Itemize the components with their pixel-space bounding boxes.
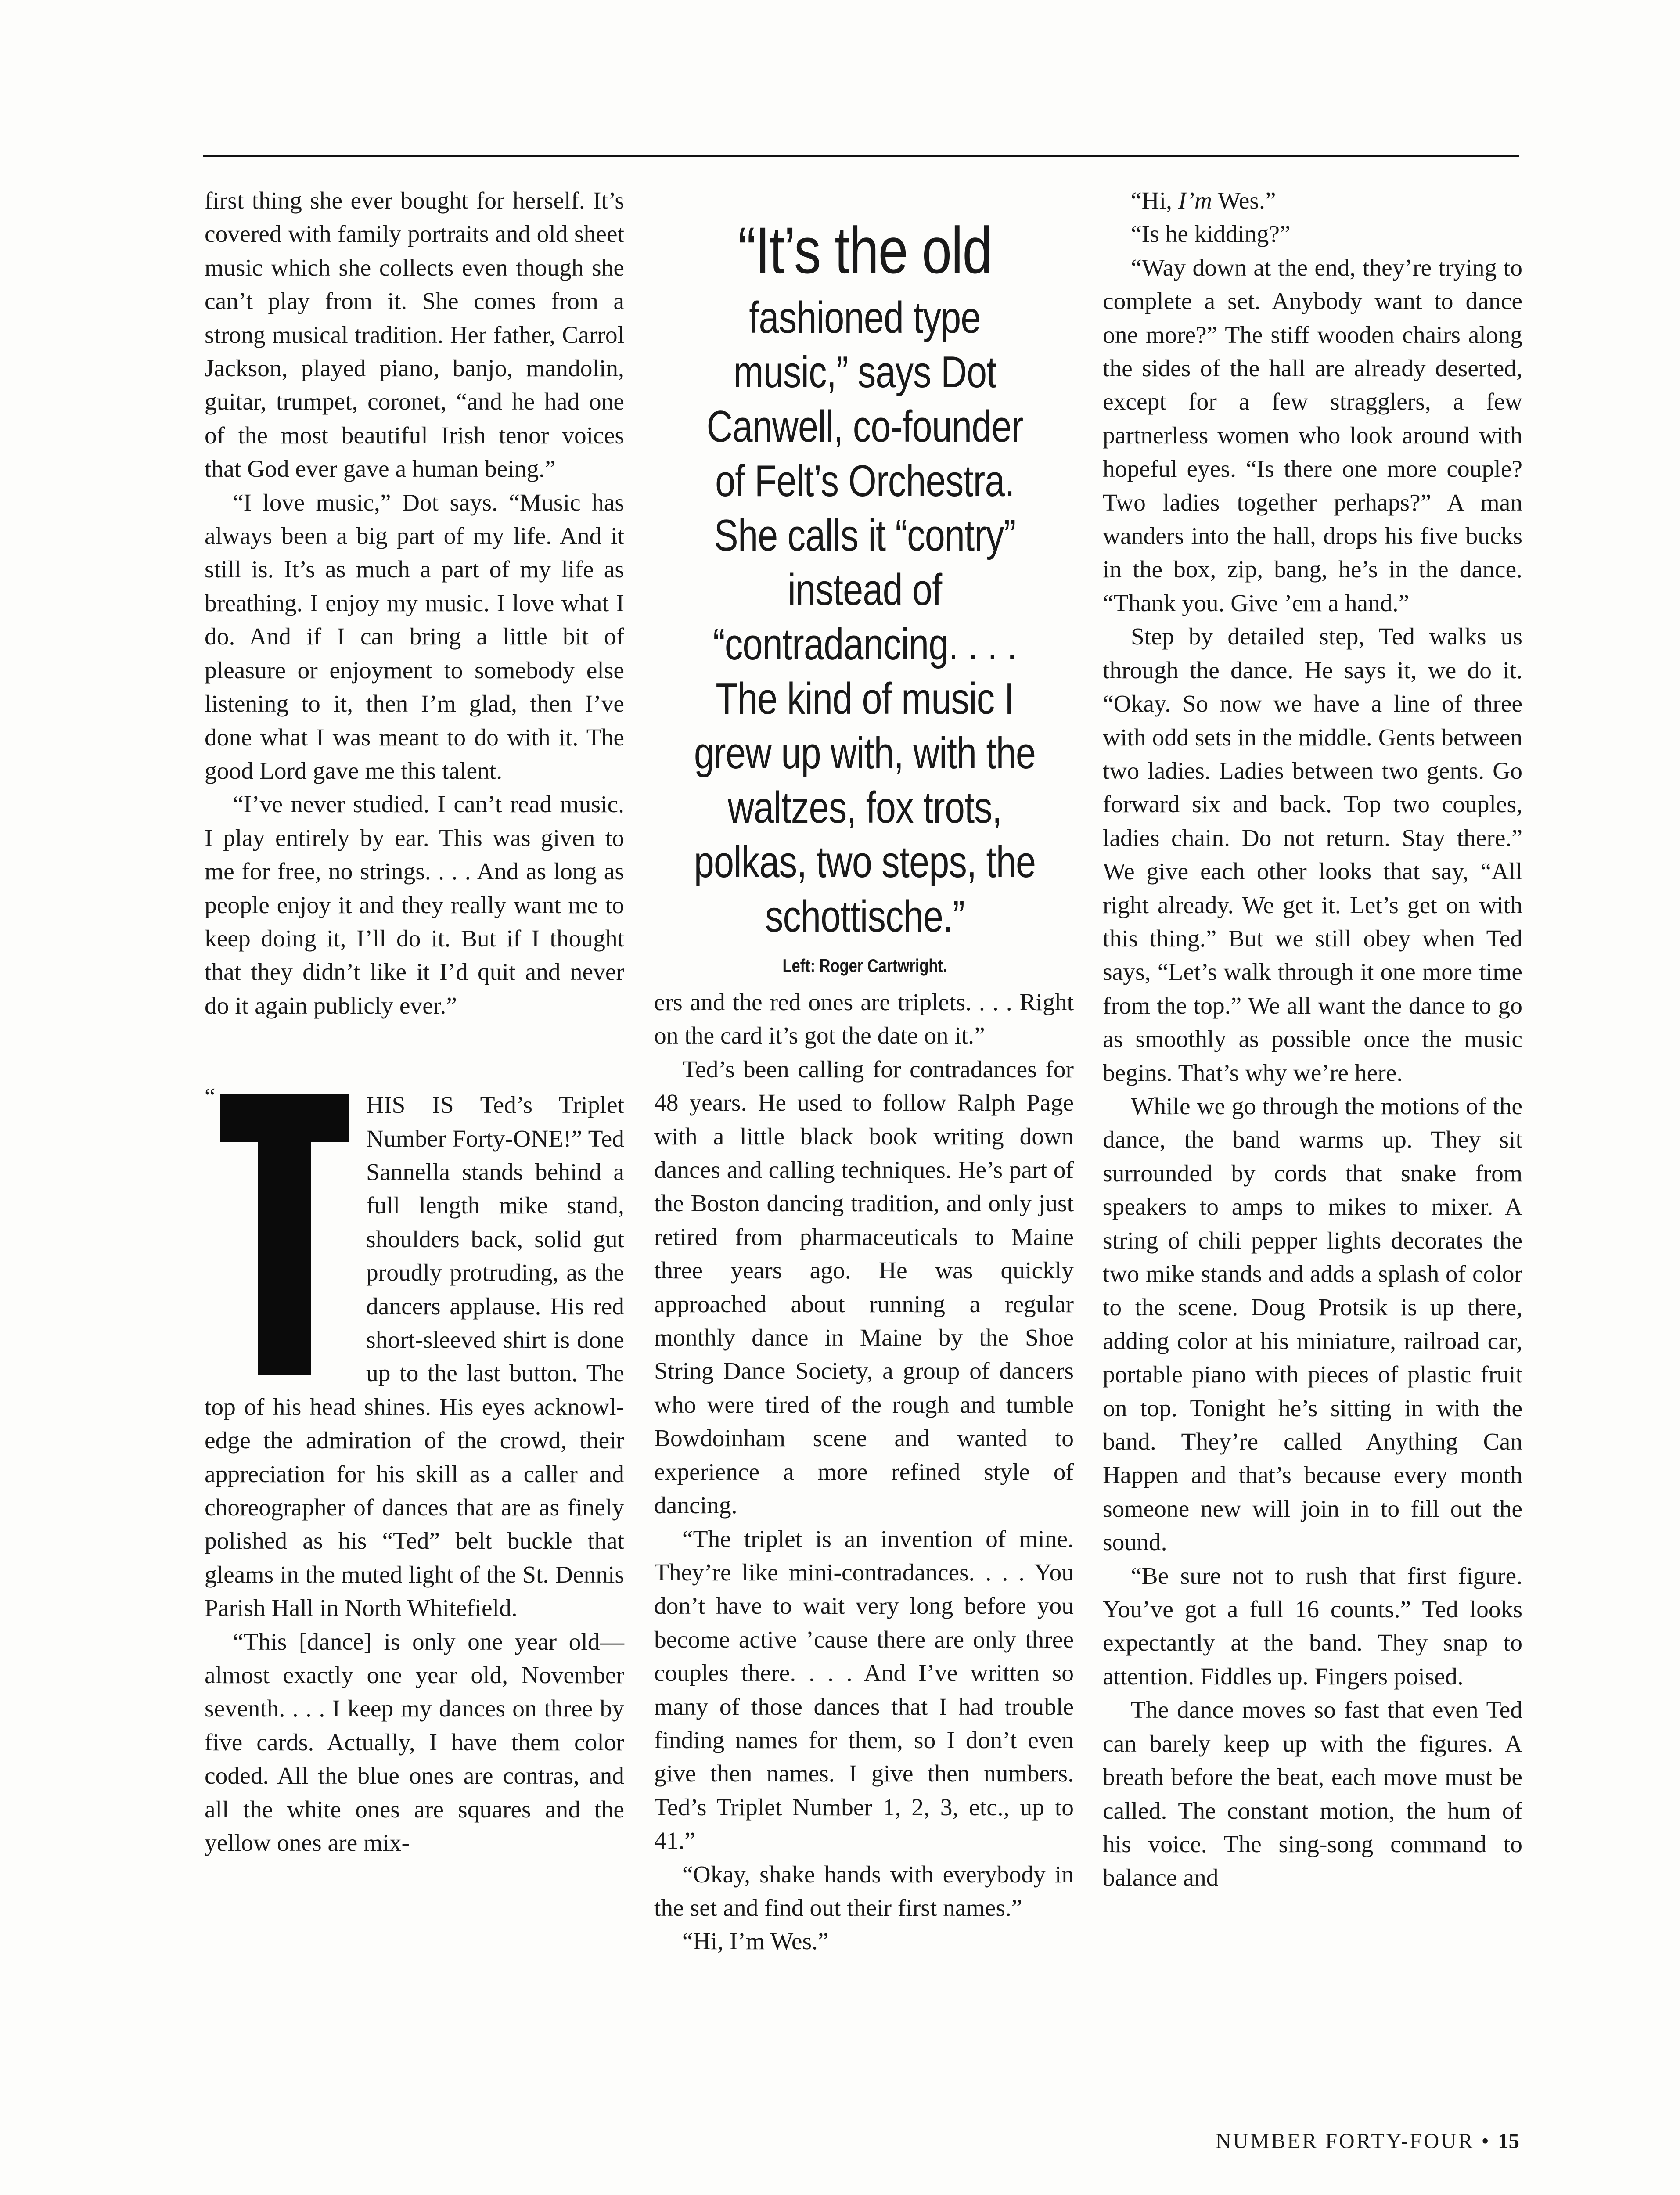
- footer-bullet: •: [1481, 2129, 1491, 2153]
- top-rule: [203, 155, 1519, 157]
- paragraph: ers and the red ones are triplets. . . . Right on the card it’s got the date on it.”: [654, 989, 1074, 1050]
- paragraph: “This [dance] is only one year old—almost exactly one year old, November seventh. . . . I keep my dances on three by five cards. Actually, I have them color coded. All the blue ones are contras, and all the white ones are squares and the yellow ones are mix-: [205, 1628, 624, 1857]
- paragraph: “Be sure not to rush that first figure. You’ve got a full 16 counts.” Ted looks expectantly at the band. They snap to attention. Fiddles up. Fingers poised.: [1103, 1562, 1522, 1690]
- paragraph: “I love music,” Dot says. “Music has always been a big part of my life. And it still is. It’s as much a part of my life as breathing. I enjoy my music. I love what I do. And if I can bring a little bit of pleasure or enjoyment to somebody else listening to it, then I’m glad, then I’ve done what I was meant to do with it. The good Lord gave me this talent.: [205, 489, 624, 784]
- paragraph: “Hi, I’m Wes.”: [1131, 187, 1276, 214]
- paragraph: While we go through the motions of the dance, the band warms up. They sit surrounded by cords that snake from speakers to amps to mikes to mixer. A string of chili pepper lights decorates the two mike stands and adds a splash of color to the scene. Doug Protsik is up there, adding color at his miniature, railroad car, portable piano with pieces of plastic fruit on top. Tonight he’s sitting in with the band. They’re called Anything Can Happen and that’s because every month someone new will join in to fill out the sound.: [1103, 1093, 1522, 1556]
- paragraph: HIS IS Ted’s Triplet Number Forty-ONE!” Ted Sannella stands behind a full length mike stand, shoulders back, solid gut proudly protruding, as the dancers applause. His red short-sleeved shirt is done up to the last button. The top of his head shines. His eyes acknowledge the admiration of the crowd, their appreciation for his skill as a caller and choreographer of dances that are as finely polished as his “Ted” belt buckle that gleams in the muted light of the St. Dennis Parish Hall in North Whitefield.: [205, 1092, 624, 1622]
- drop-cap-open-quote: “: [205, 1083, 216, 1110]
- paragraph: “Okay, shake hands with everybody in the set and find out their first names.”: [654, 1861, 1074, 1922]
- page-number: 15: [1498, 2129, 1519, 2153]
- paragraph: “Is he kidding?”: [1131, 221, 1291, 248]
- paragraph: Step by detailed step, Ted walks us through the dance. He says it, we do it. “Okay. So now we have a line of three with odd sets in the middle. Gents between two ladies. Ladies between two gents. Go forward six and back. Top two couples, ladies chain. Do not return. Stay there.” We give each other looks that say, “All right already. We get it. Let’s get on with this thing.” But we still obey when Ted says, “Let’s walk through it one more time from the top.” We all want the dance to go as smoothly as possible once the music begins. That’s why we’re here.: [1103, 623, 1522, 1087]
- paragraph: “The triplet is an invention of mine. They’re like mini-contradances. . . . You don’t have to wait very long before you become active ’cause there are only three couples there. . . . And I’ve written so many of those dances that I had trouble finding names for them, so I don’t even give then names. I give then numbers. Ted’s Triplet Number 1, 2, 3, etc., up to 41.”: [654, 1526, 1074, 1855]
- pull-quote: [692, 215, 1037, 976]
- drop-cap-letter-t: [220, 1094, 352, 1375]
- paragraph: Ted’s been calling for contradances for 48 years. He used to follow Ralph Page with a little black book writing down dances and calling techniques. He’s part of the Boston dancing tradition, and only just retired from pharmaceuticals to Maine three years ago. He was quickly approached about running a regular monthly dance in Maine by the Shoe String Dance Society, a group of dancers who were tired of the rough and tumble Bowdoinham scene and wanted to experience a more refined style of dancing.: [654, 1056, 1074, 1519]
- article-column-3: [1103, 184, 1522, 1895]
- paragraph: first thing she ever bought for herself. It’s covered with family portraits and old sheet music which she collects even though she can’t play from it. She comes from a strong musical tradition. Her father, Carrol Jackson, played piano, banjo, mandolin, guitar, trumpet, coronet, “and he had one of the most beautiful Irish tenor voices that God ever gave a human being.”: [205, 187, 624, 483]
- paragraph: “Way down at the end, they’re trying to complete a set. Anybody want to dance one more?” The stiff wooden chairs along the sides of the hall are already deserted, except for a few stragglers, a few partnerless women who look around with hopeful eyes. “Is there one more couple? Two ladies together perhaps?” A man wanders into the hall, drops his five bucks in the box, zip, bang, he’s in the dance. “Thank you. Give ’em a hand.”: [1103, 254, 1522, 617]
- drop-cap-section: [205, 1083, 624, 1626]
- article-column-2: [654, 986, 1074, 1959]
- paragraph: “I’ve never studied. I can’t read music. I play entirely by ear. This was given to me for free, no strings. . . . And as long as people enjoy it and they really want me to keep doing it, I’ll do it. But if I thought that they didn’t like it I’d quit and never do it again publicly ever.”: [205, 791, 624, 1019]
- article-column-1: [205, 184, 624, 1860]
- drop-cap-glyph: [220, 1094, 221, 1127]
- issue-label: NUMBER FORTY-FOUR: [1216, 2129, 1475, 2153]
- paragraph: “Hi, I’m Wes.”: [682, 1928, 829, 1955]
- pull-quote-body: fashioned type music,” says Dot Canwell, co-founder of Felt’s Orchestra. She calls it “contry” instead of “contradancing. . . . The kind of music I grew up with, with the waltzes, fox trots, polkas, two steps, the schottische.”: [694, 293, 1036, 941]
- page-footer: [1216, 2128, 1519, 2153]
- pull-quote-headline: “It’s the old: [737, 213, 992, 287]
- emphasis: I’m: [1178, 187, 1212, 214]
- paragraph: The dance moves so fast that even Ted can barely keep up with the figures. A breath before the beat, each move must be called. The constant motion, the hum of his voice. The sing-song command to balance and: [1103, 1697, 1522, 1892]
- photo-caption: Left: Roger Cartwright.: [782, 955, 947, 976]
